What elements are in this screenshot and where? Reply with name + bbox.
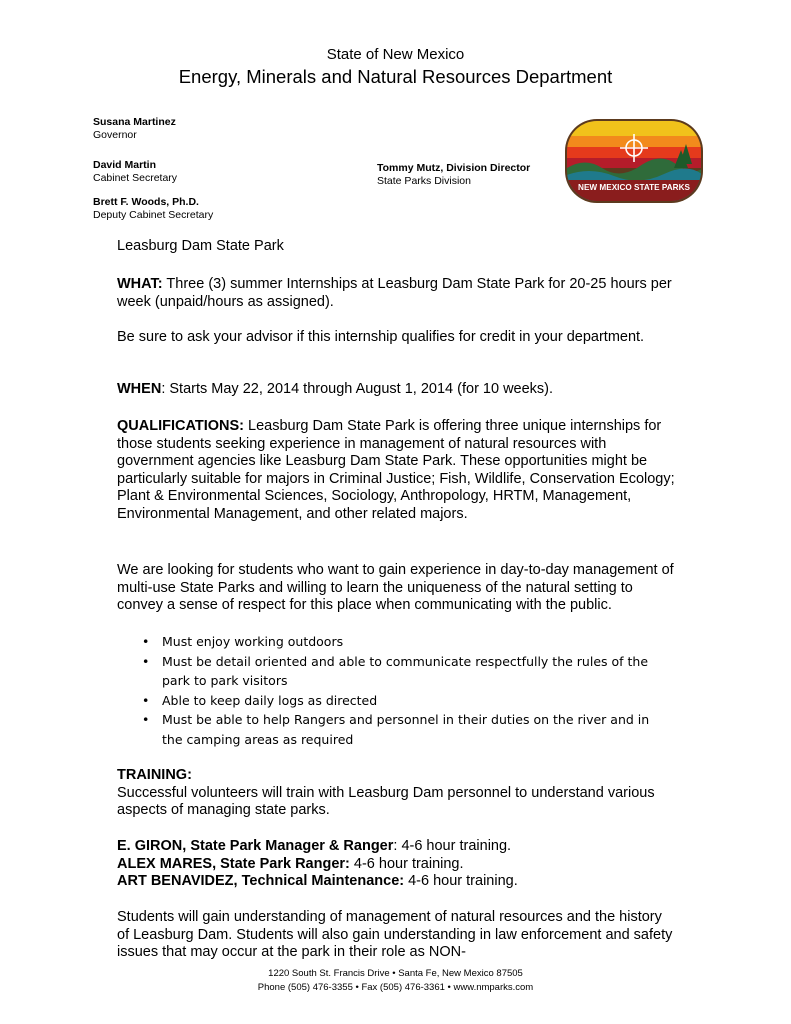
what-text: Three (3) summer Internships at Leasburg Dam State Park for 20-25 hours per week (unpaid/hours as assigned).	[117, 276, 672, 310]
training-section	[117, 767, 677, 820]
official-deputy-secretary	[93, 196, 213, 222]
director-title: State Parks Division	[377, 175, 471, 187]
official-name: David Martin	[93, 159, 157, 171]
department-heading: Energy, Minerals and Natural Resources Department	[178, 66, 613, 87]
state-heading: State of New Mexico	[326, 46, 465, 63]
footer-contact: Phone (505) 476-3355 • Fax (505) 476-3361 • www.nmparks.com	[257, 982, 534, 993]
staff-list	[117, 838, 677, 891]
staff-name: ALEX MARES, State Park Ranger:	[117, 855, 350, 872]
list-item: • Must be detail oriented and able to communicate respectfully the rules of the park to park visitors	[117, 652, 657, 691]
when-label: WHEN	[117, 381, 162, 397]
logo-text: NEW MEXICO STATE PARKS	[578, 183, 690, 192]
looking-paragraph	[117, 562, 677, 615]
staff-line	[117, 856, 677, 874]
staff-training: 4-6 hour training.	[349, 855, 464, 872]
when-text: : Starts May 22, 2014 through August 1, 2014 (for 10 weeks).	[161, 381, 554, 397]
staff-line	[117, 873, 677, 891]
park-title: Leasburg Dam State Park	[117, 238, 284, 254]
official-title: Governor	[93, 129, 137, 141]
what-label: WHAT:	[117, 276, 163, 292]
training-label: TRAINING:	[117, 767, 192, 783]
qualifications-text: Leasburg Dam State Park is offering three unique internships for those students seeking experience in management of natural resources with government agencies like Leasburg Dam State Park. These opportunities might be particularly suitable for majors in Criminal Justice; Fish, Wildlife, Conservation Ecology; Plant & Environmental Sciences, Sociology, Anthropology, HRTM, Management, Environmental Management, and other related majors.	[117, 418, 675, 522]
director-name: Tommy Mutz, Division Director	[377, 162, 531, 174]
staff-training: : 4-6 hour training.	[393, 838, 512, 854]
staff-training: 4-6 hour training.	[404, 873, 518, 889]
list-item: • Must be able to help Rangers and personnel in their duties on the river and in the camping areas as required	[117, 710, 657, 749]
when-paragraph	[117, 381, 677, 399]
advisor-paragraph	[117, 329, 677, 347]
training-text: Successful volunteers will train with Leasburg Dam personnel to understand various aspects of managing state parks.	[117, 784, 655, 818]
footer-address: 1220 South St. Francis Drive • Santa Fe, New Mexico 87505	[268, 968, 523, 979]
looking-text: We are looking for students who want to gain experience in day-to-day management of multi-use State Parks and willing to learn the uniqueness of the natural setting to convey a sense of respect for this place when communicating with the public.	[117, 562, 674, 613]
qualifications-label: QUALIFICATIONS:	[117, 418, 244, 434]
staff-name: E. GIRON, State Park Manager & Ranger	[117, 838, 394, 854]
advisor-text: Be sure to ask your advisor if this internship qualifies for credit in your department.	[117, 329, 645, 345]
nm-state-parks-logo	[564, 118, 704, 204]
official-governor	[93, 116, 176, 142]
closing-text: Students will gain understanding of management of natural resources and the history of Leasburg Dam. Students will also gain understanding in law enforcement and safety issues that may occur at the park in their role as NON-	[117, 909, 673, 960]
list-item: • Must enjoy working outdoors	[117, 632, 657, 652]
official-cabinet-secretary	[93, 159, 177, 185]
closing-paragraph	[117, 909, 677, 962]
official-name: Susana Martinez	[93, 116, 176, 128]
staff-line	[117, 838, 677, 856]
official-name: Brett F. Woods, Ph.D.	[93, 196, 199, 208]
staff-name: ART BENAVIDEZ, Technical Maintenance:	[117, 873, 405, 889]
division-director	[377, 162, 530, 188]
what-paragraph	[117, 276, 677, 311]
list-item: • Able to keep daily logs as directed	[117, 691, 657, 711]
qualifications-paragraph	[117, 418, 677, 523]
official-title: Deputy Cabinet Secretary	[93, 209, 214, 221]
official-title: Cabinet Secretary	[93, 172, 178, 184]
requirements-list	[117, 632, 657, 749]
